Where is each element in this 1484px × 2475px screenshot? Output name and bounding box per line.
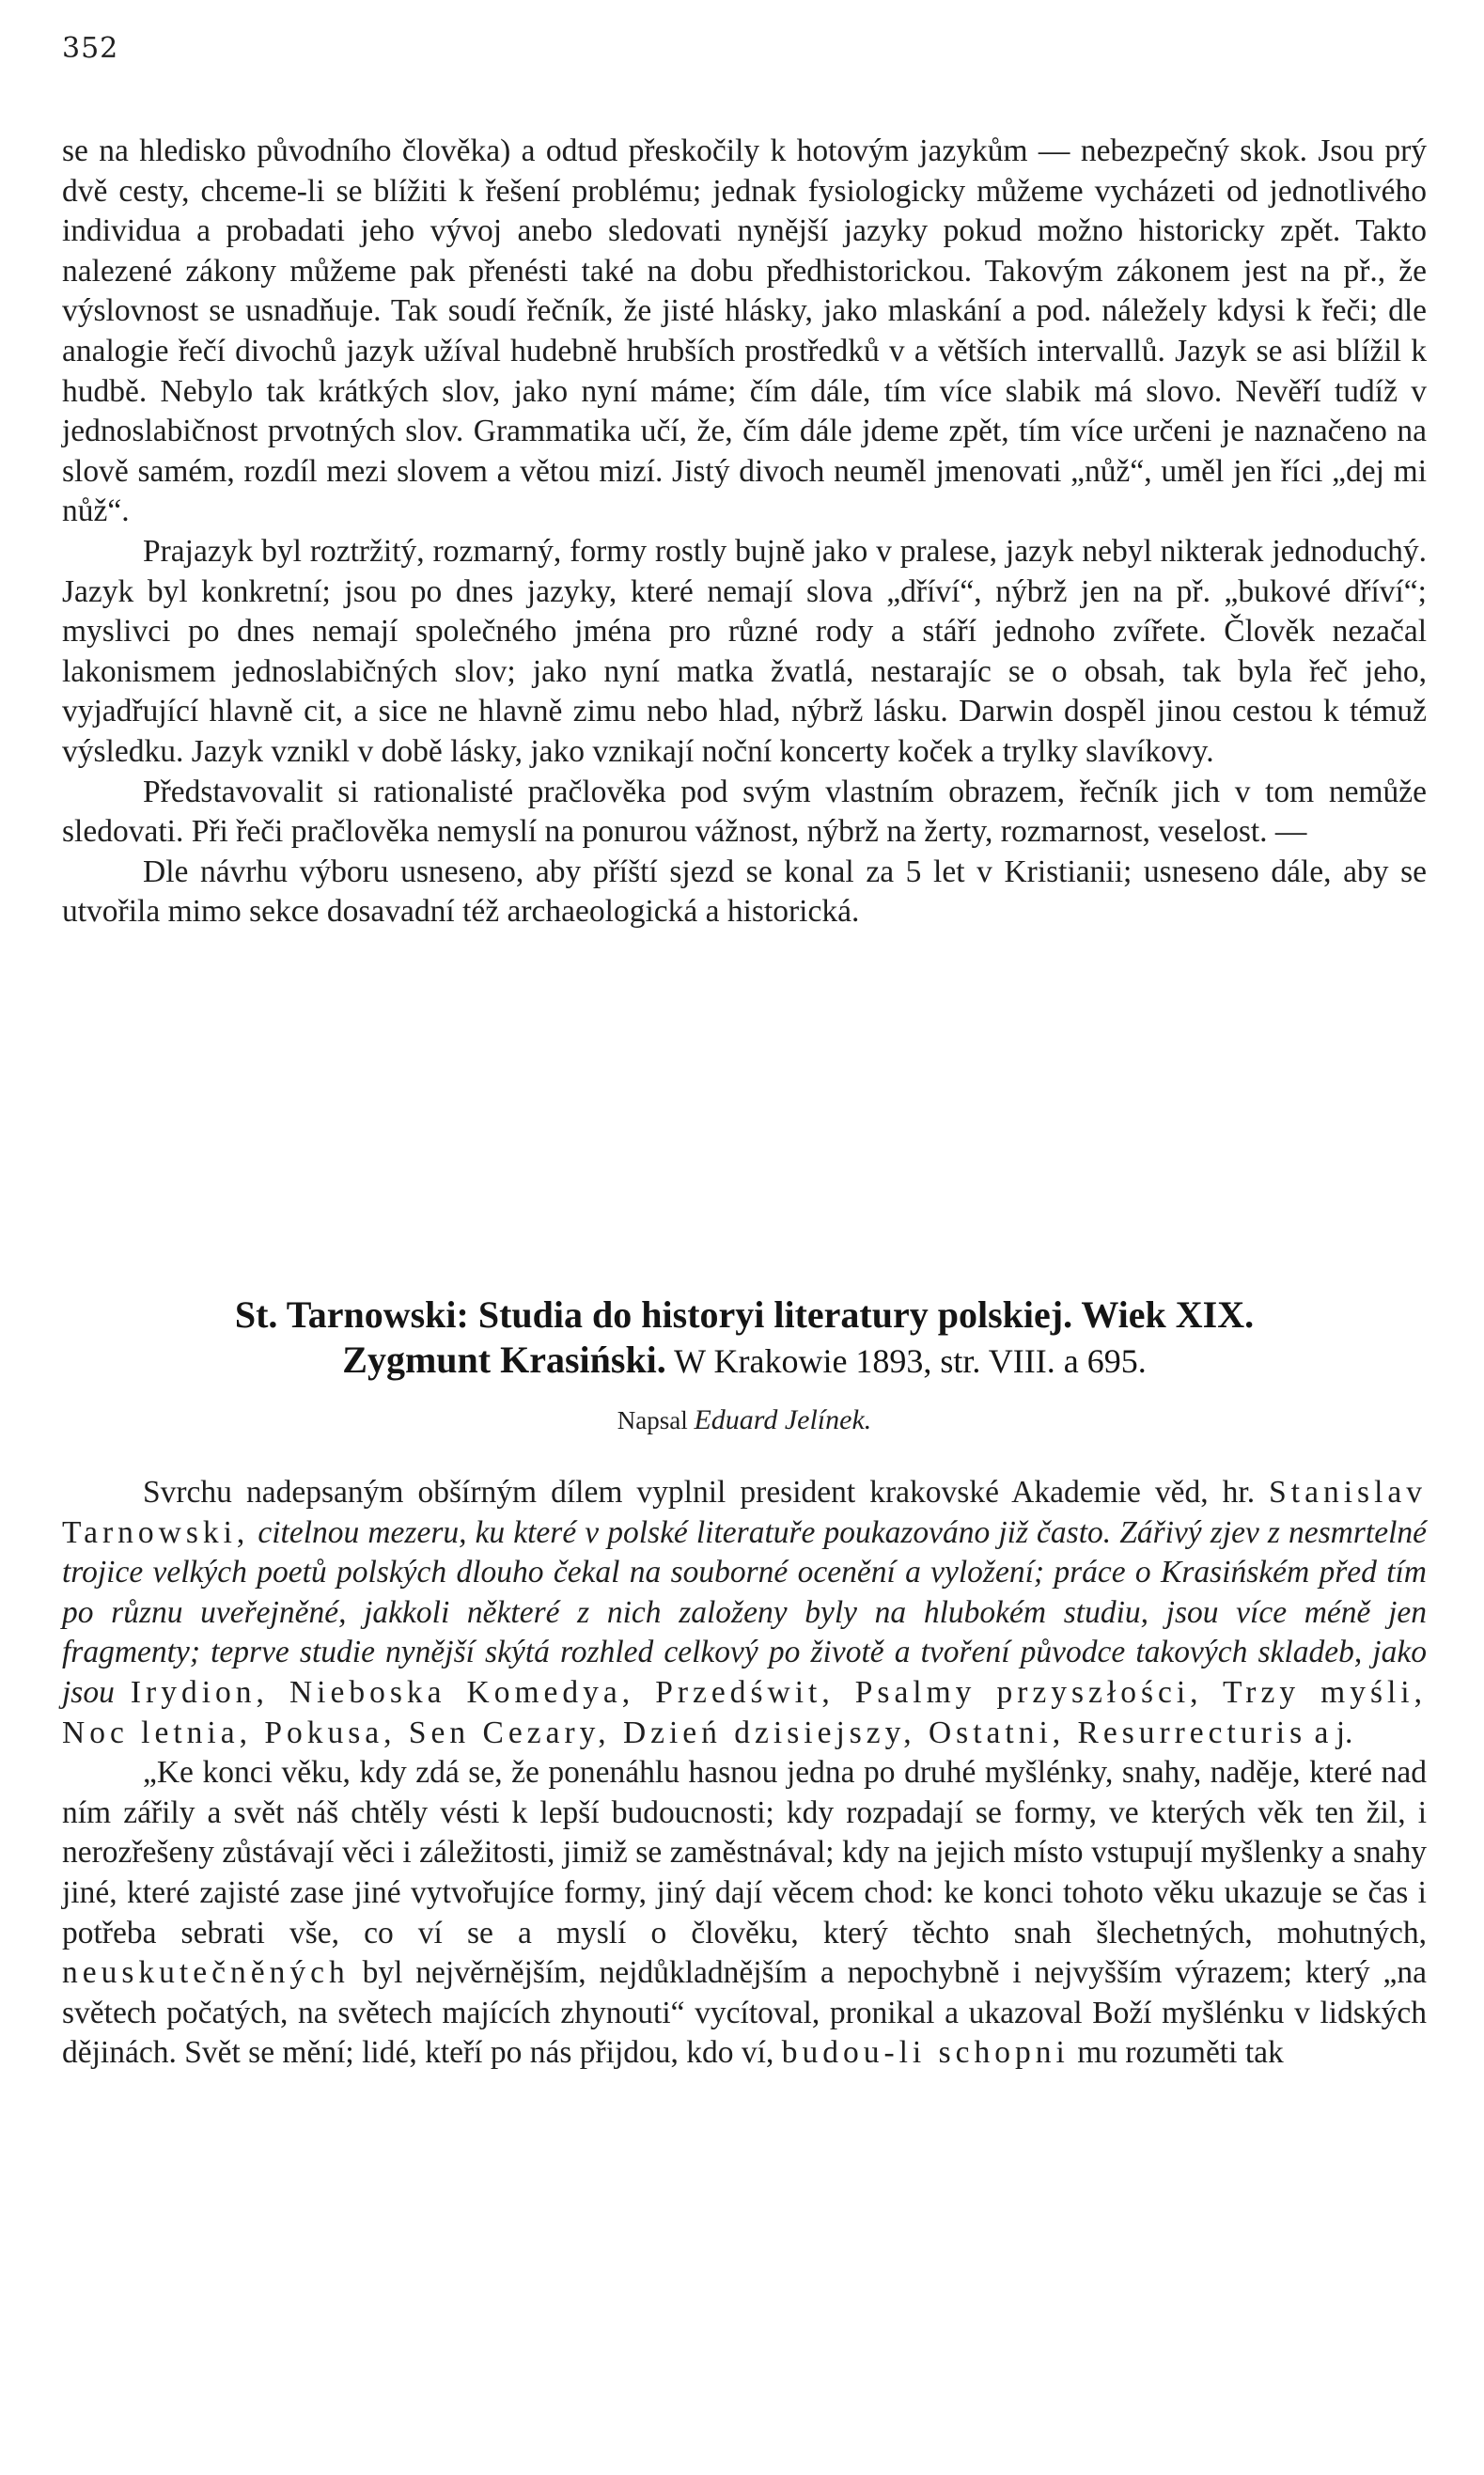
paragraph: se na hledisko původního člověka) a odtud přeskočily k hotovým jazykům — nebezpečný skok. Jsou prý dvě cesty, chceme-li se blížiti k řešení problému; jednak fysiologicky můžeme vycházeti od jednotlivého individua a probadati jeho vývoj anebo sledovati nynější jazyky pokud možno historicky zpět. Takto nalezené zákony můžeme pak přenésti také na dobu předhistorickou. Takovým zákonem jest na př., že výslovnost se usnadňuje. Tak soudí řečník, že jisté hlásky, jako mlaskání a pod. náležely kdysi k řeči; dle analogie řečí divochů jazyk užíval hudebně hrubších prostředků v a větších intervallů. Jazyk se asi blížil k hudbě. Nebylo tak krátkých slov, jako nyní máme; čím dále, tím více slabik má slovo. Nevěří tudíž v jednoslabičnost prvotných slov. Grammatika učí, že, čím dále jdeme zpět, tím více určeni je naznačeno na slově samém, rozdíl mezi slovem a větou mizí. Jistý divoch neuměl jmenovati „nůž“, uměl jen říci „dej mi nůž“. xyxy=(62,133,1427,529)
emphasized-word: neuskutečněných xyxy=(62,1955,350,1991)
review-byline xyxy=(62,1405,1427,1435)
page-number: 352 xyxy=(62,32,119,65)
review-heading xyxy=(62,1292,1427,1384)
paragraph: Představovalit si rationalisté pračlověka pod svým vlastním obrazem, řečník jich v tom nemůže sledovati. Při řeči pračlověka nemyslí na ponurou vážnost, nýbrž na žerty, rozmarnost, veselost. — xyxy=(62,774,1427,850)
paragraph: Dle návrhu výboru usneseno, aby příští sjezd se konal za 5 let v Kristianii; usneseno dále, aby se utvořila mimo sekce dosavadní též archaeologická a historická. xyxy=(62,854,1427,930)
paragraph xyxy=(62,1753,1427,2074)
text-run: citelnou mezeru, ku které v polské literatuře poukazováno již často. Zářivý zjev z nesmrtelné trojice velkých poetů polských dlouho čekal na souborné ocenění a vyložení; práce o Krasińském před tím po různu uveřejněné, jakkoli některé z nich založeny byly na hlubokém studiu, jsou více méně jen fragmenty; teprve studie nynější skýtá rozhled celkový po životě a tvoření původce takových skladeb, jako jsou xyxy=(62,1514,1427,1710)
text-run: Svrchu nadepsaným obšírným dílem vyplnil president krakovské Akademie věd, hr. xyxy=(143,1475,1270,1510)
byline-prefix: Napsal xyxy=(617,1406,695,1434)
review-body xyxy=(62,1473,1427,2074)
text-run: „Ke konci věku, kdy zdá se, že ponenáhlu hasnou jedna po druhé myšlénky, snahy, naděje, které nad ním zářily a svět náš chtěly vésti k lepší budoucnosti; kdy rozpadají se formy, ve kterých věk ten žil, i nerozřešeny zůstávají věci i záležitosti, jimiž se zaměstnával; kdy na jejich místo vstupují myšlenky a snahy jiné, které zajisté zase jiné vytvořujíce formy, jiný dají věcem chod: ke konci tohoto věku ukazuje se čas i potřeba sebrati vše, co ví se a myslí o člověku, který těchto snah šlechetných, mohutných, xyxy=(62,1755,1427,1950)
emphasized-word: budou-li schopni xyxy=(781,2035,1070,2071)
author-name: Stanislav Tarnowski, xyxy=(62,1475,1427,1550)
byline-author: Eduard Jelínek. xyxy=(694,1404,872,1435)
paragraph xyxy=(62,1473,1427,1753)
meeting-report-section xyxy=(62,132,1427,932)
review-subtitle: Zygmunt Krasiński. xyxy=(342,1339,666,1381)
paragraph: Prajazyk byl roztržitý, rozmarný, formy rostly bujně jako v pralese, jazyk nebyl nikterak jednoduchý. Jazyk byl konkretní; jsou po dnes jazyky, které nemají slova „dříví“, nýbrž jen na př. „bukové dříví“; myslivci po dnes nemají společného jména pro různé rody a stáří jednoho zvířete. Člověk nezačal lakonismem jednoslabičných slov; jako nyní matka žvatlá, nestarajíc se o obsah, tak byla řeč jeho, vyjadřující hlavně cit, a sice ne hlavně zimu nebo hlad, nýbrž lásku. Darwin dospěl jinou cestou k témuž výsledku. Jazyk vznikl v době lásky, jako vznikají noční koncerty koček a trylky slavíkovy. xyxy=(62,533,1427,769)
review-publication-info: W Krakowie 1893, str. VIII. a 695. xyxy=(665,1342,1147,1380)
text-run: mu rozuměti tak xyxy=(1069,2035,1284,2071)
text-run: a j. xyxy=(1306,1715,1353,1750)
text-run: byl nejvěrnějším, nejdůkladnějším a nepochybně i nejvyšším výrazem; který „na světech počatých, na světech majících zhynouti“ vycítoval, pronikal a ukazoval Boží myšlénku v lidských dějinách. Svět se mění; lidé, kteří po nás přijdou, kdo ví, xyxy=(62,1955,1427,2071)
works-list: Irydion, Nieboska Komedya, Przedświt, Psalmy przyszłości, Trzy myśli, Noc letnia, Pokusa, Sen Cezary, Dzień dzisiejszy, Ostatni, Resurrecturis xyxy=(62,1674,1427,1750)
review-title: St. Tarnowski: Studia do historyi literatury polskiej. Wiek XIX. xyxy=(234,1293,1255,1336)
